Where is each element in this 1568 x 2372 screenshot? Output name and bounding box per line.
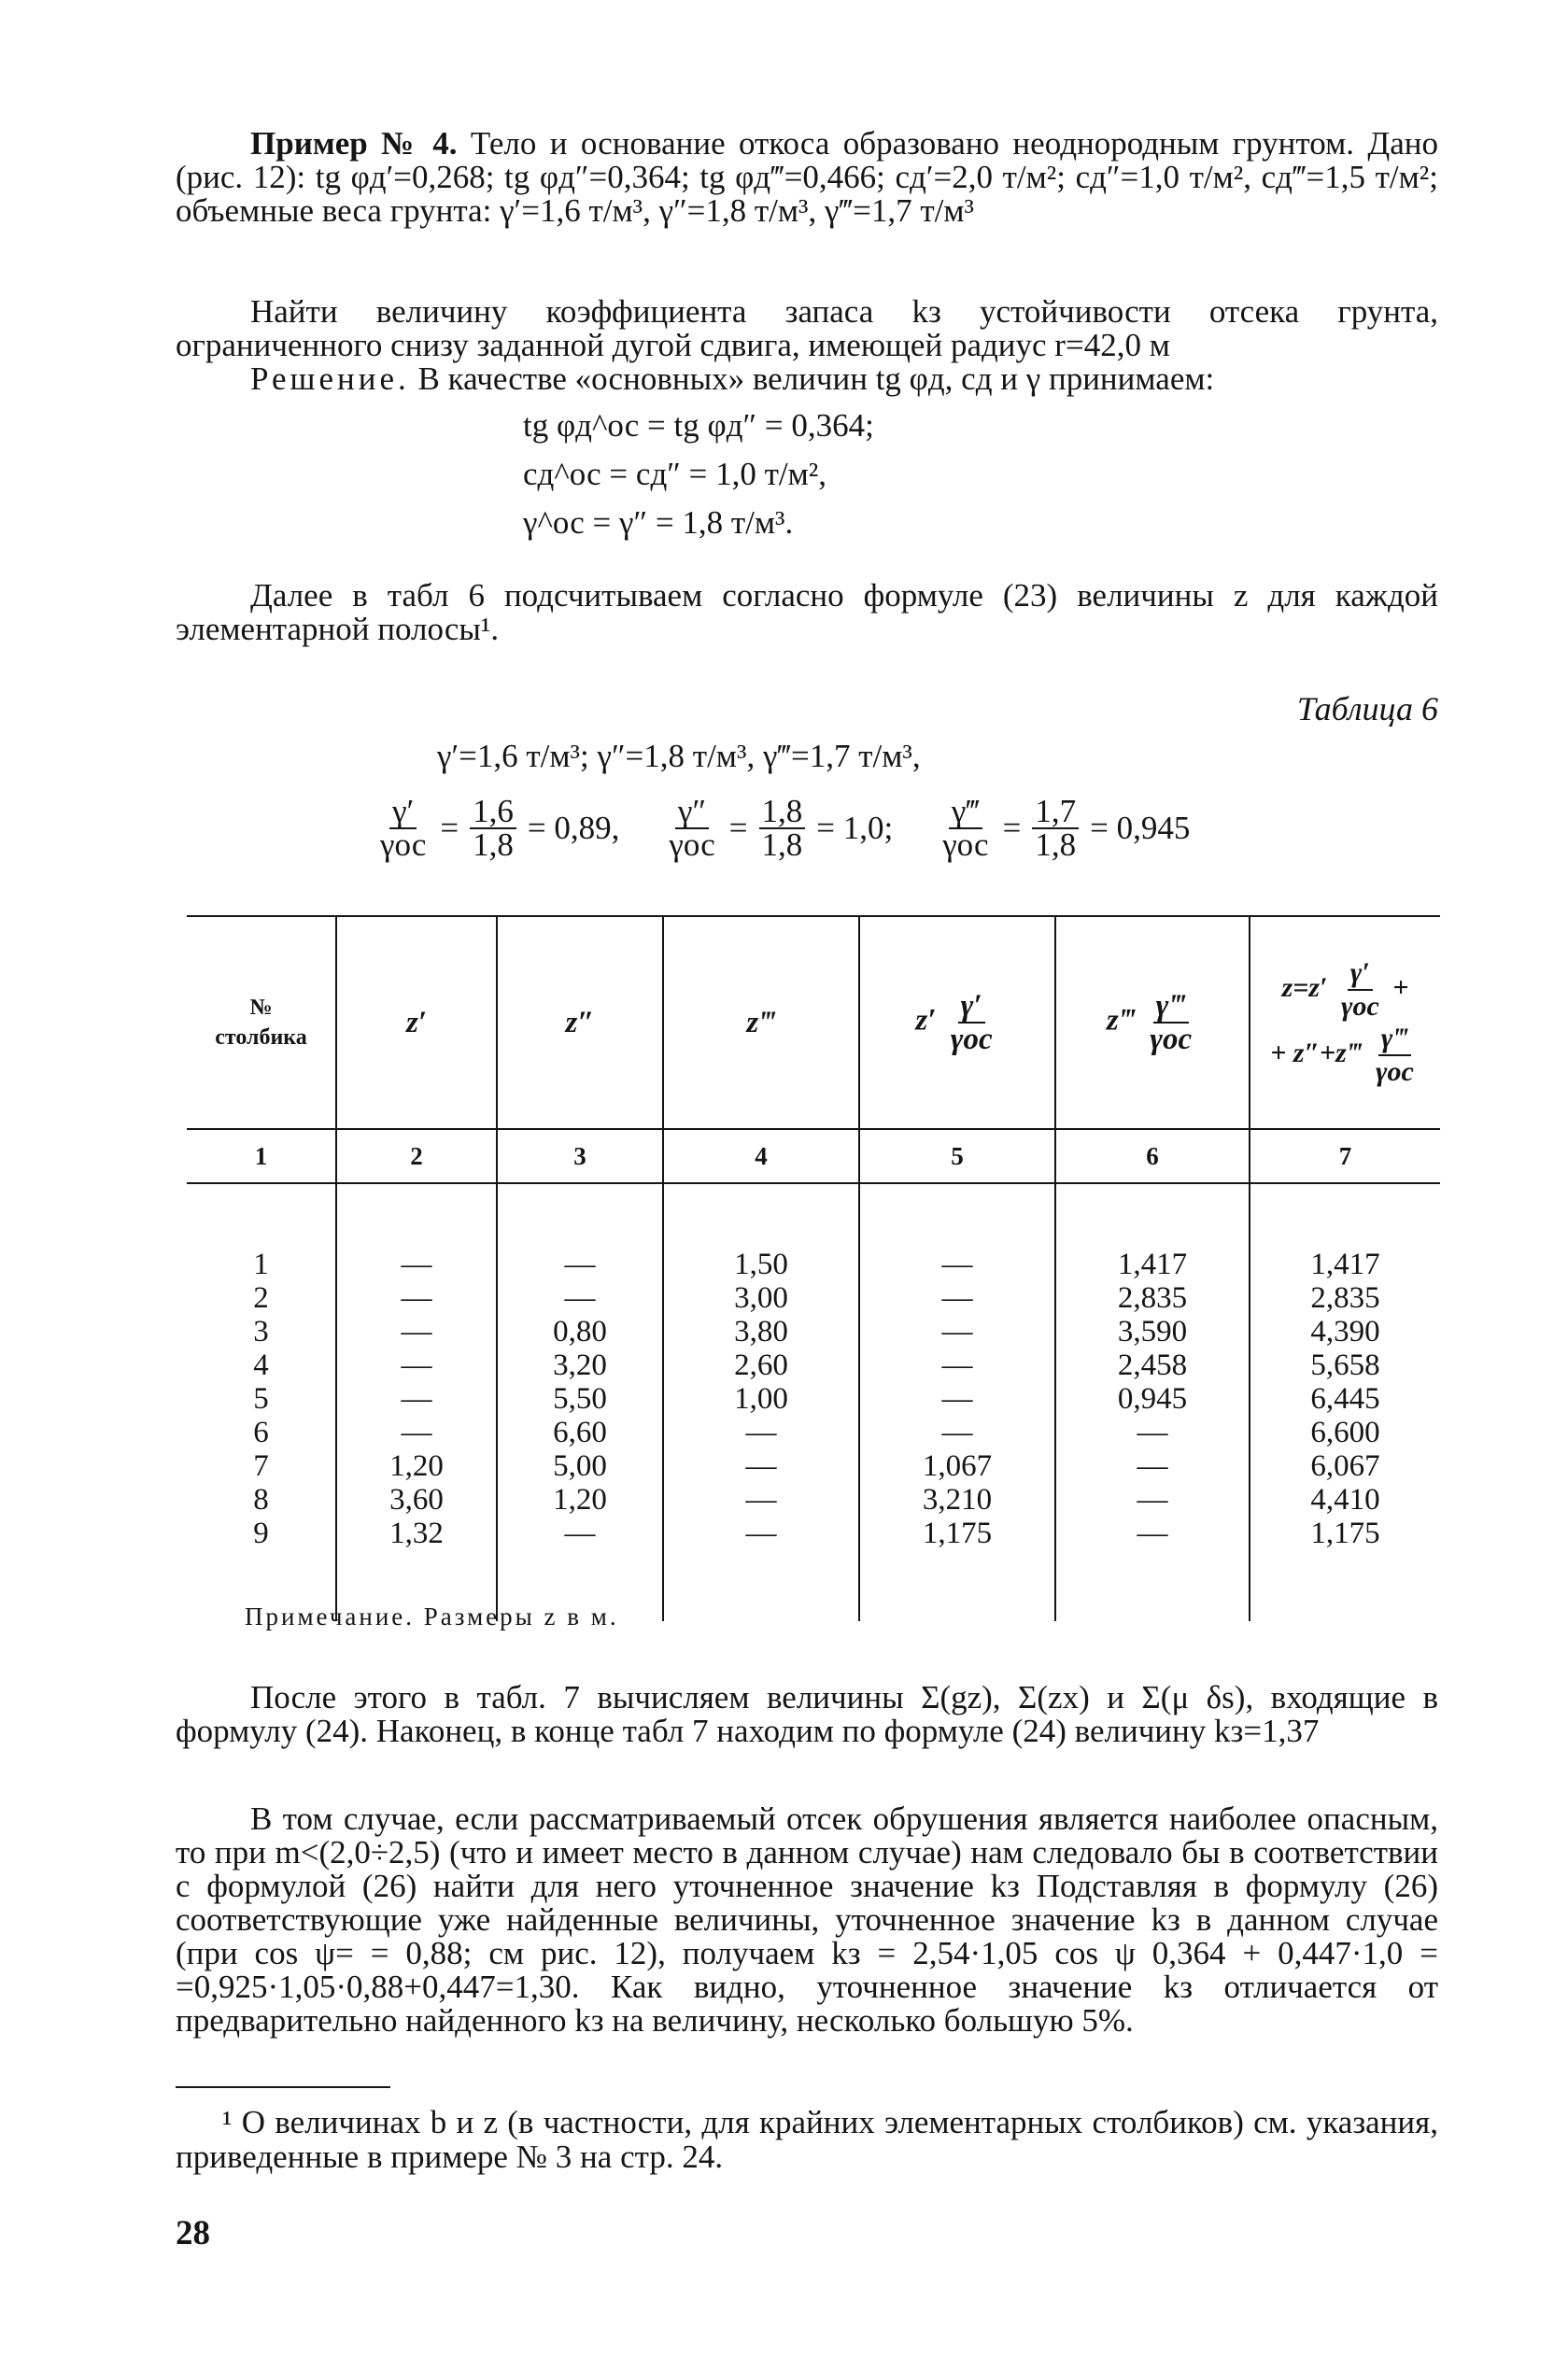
- column-z1-values: — — — — — — 1,20 3,60 1,32: [336, 1183, 497, 1621]
- equation-c: cд^ос = cд″ = 1,0 т/м²,: [523, 456, 826, 492]
- header-z1: z′: [336, 916, 497, 1129]
- ratio-1-value: $\frac{1,6}{1,8}$: [470, 796, 516, 861]
- ratio-line: $\frac{\gamma'}{\text{γос}}$ = $\frac{1,6}{1,8}$ = 0,89, $\frac{\gamma''}{\text{γос}}$ = $\frac{1,8}{1,8}$ = 1,0; $\frac{\gamma‴}{\text{γос}}$ = $\frac{1,7}{1,8}$ = 0,945: [374, 796, 1190, 861]
- task-text: Найти величину коэффициента запаса kз устойчивости отсека грунта, ограниченного снизу заданной дугой сдвига, имеющей радиус r=42,0 м: [176, 293, 1438, 363]
- ratio-3-symbol: $\frac{\gamma‴}{\text{γос}}$: [942, 793, 989, 863]
- solution-paragraph: [176, 362, 1438, 396]
- colnum-2: 2: [336, 1129, 497, 1183]
- column-z-total-values: 1,417 2,835 4,390 5,658 6,445 6,600 6,067 4,410 1,175: [1250, 1183, 1440, 1621]
- ratio-2-value: $\frac{1,8}{1,8}$: [759, 796, 806, 861]
- after-equation-paragraph: [176, 579, 1438, 646]
- paragraph-after-table: [176, 1681, 1438, 1748]
- column-z2-values: — — 0,80 3,20 5,50 6,60 5,00 1,20 —: [497, 1183, 663, 1621]
- ratio-1-symbol: $\frac{\gamma'}{\text{γос}}$: [380, 793, 427, 863]
- column-z1-ratio-values: — — — — — — 1,067 3,210 1,175: [859, 1183, 1055, 1621]
- ratio-3-result: = 0,945: [1090, 810, 1191, 846]
- colnum-7: 7: [1250, 1129, 1440, 1183]
- equation-gamma: γ^ос = γ″ = 1,8 т/м³.: [523, 504, 794, 541]
- intro-paragraph: [176, 127, 1438, 228]
- example-heading: Пример № 4.: [250, 125, 458, 162]
- solution-text: В качестве «основных» величин tg φд, cд и γ принимаем:: [409, 360, 1215, 397]
- header-z2: z″: [497, 916, 663, 1129]
- paragraph-refined-text: В том случае, если рассматриваемый отсек обрушения является наиболее опасным, то при m<(2,0÷2,5) (что и имеет место в данном случае) нам следовало бы в соответствии с формулой (26) найти для него уточненное значение kз Подставляя в формулу (26) соответствующие уже найденные величины, уточненное значение kз в данном случае (при cos ψ= = 0,88; см рис. 12), получаем kз = 2,54·1,05 cos ψ 0,364 + 0,447·1,0 = =0,925·1,05·0,88+0,447=1,30. Как видно, уточненное значение kз отличается от предварительно найденного kз на величину, несколько большую 5%.: [176, 1800, 1438, 2039]
- column-row-numbers: 1 2 3 4 5 6 7 8 9: [253, 1248, 269, 1550]
- paragraph-after-table-text: После этого в табл. 7 вычисляем величины Σ(gz), Σ(zx) и Σ(μ δs), входящие в формулу (24). Наконец, в конце табл 7 находим по формуле (24) величину kз=1,37: [176, 1679, 1438, 1749]
- column-z3-values: 1,50 3,00 3,80 2,60 1,00 — — — —: [663, 1183, 859, 1621]
- task-paragraph: [176, 295, 1438, 362]
- equation-tg: tg φд^ос = tg φд″ = 0,364;: [523, 407, 874, 444]
- header-z1-ratio: z′ $\frac{\gamma'}{\text{γос}}$: [859, 916, 1055, 1129]
- page-number: 28: [176, 2214, 210, 2252]
- header-z3: z‴: [663, 916, 859, 1129]
- intro-text: Тело и основание откоса образовано неоднородным грунтом. Дано (рис. 12): tg φд′=0,268; tg φд″=0,364; tg φд‴=0,466; cд′=2,0 т/м²; cд″=1,0 т/м², cд‴=1,5 т/м²; объемные веса грунта: γ′=1,6 т/м³, γ″=1,8 т/м³, γ‴=1,7 т/м³: [176, 125, 1438, 229]
- ratio-2-result: = 1,0;: [816, 810, 894, 846]
- column-z3-ratio-values: 1,417 2,835 3,590 2,458 0,945 — — — —: [1055, 1183, 1250, 1621]
- colnum-5: 5: [859, 1129, 1055, 1183]
- colnum-4: 4: [663, 1129, 859, 1183]
- colnum-1: 1: [187, 1129, 336, 1183]
- paragraph-refined: [176, 1802, 1438, 2038]
- footnote: ¹ О величинах b и z (в частности, для крайних элементарных столбиков) см. указания, приведенные в примере № 3 на стр. 24.: [176, 2104, 1438, 2175]
- footnote-divider: [176, 2086, 390, 2088]
- colnum-3: 3: [497, 1129, 663, 1183]
- solution-label: Решение.: [250, 360, 410, 397]
- ratio-3-value: $\frac{1,7}{1,8}$: [1032, 796, 1079, 861]
- header-column-number: № столбика: [187, 916, 336, 1129]
- ratio-1-result: = 0,89,: [527, 810, 620, 846]
- table-note: Примечание. Размеры z в м.: [245, 1603, 619, 1631]
- colnum-6: 6: [1055, 1129, 1250, 1183]
- gamma-values: γ′=1,6 т/м³; γ″=1,8 т/м³, γ‴=1,7 т/м³,: [437, 738, 921, 774]
- after-equation-text: Далее в табл 6 подсчитываем согласно формуле (23) величины z для каждой элементарной полосы¹.: [176, 577, 1438, 647]
- header-z-total: z=z′ $\frac{\gamma'}{\text{γос}}$ + + z″+z‴ $\frac{\gamma‴}{\text{γос}}$: [1250, 916, 1440, 1129]
- header-z3-ratio: z‴ $\frac{\gamma‴}{\text{γос}}$: [1055, 916, 1250, 1129]
- ratio-2-symbol: $\frac{\gamma''}{\text{γос}}$: [669, 793, 715, 863]
- table-6: [187, 915, 1440, 1621]
- table-caption: Таблица 6: [1296, 690, 1438, 727]
- table-body-row: [187, 1183, 1440, 1621]
- equation-block: [523, 402, 1177, 547]
